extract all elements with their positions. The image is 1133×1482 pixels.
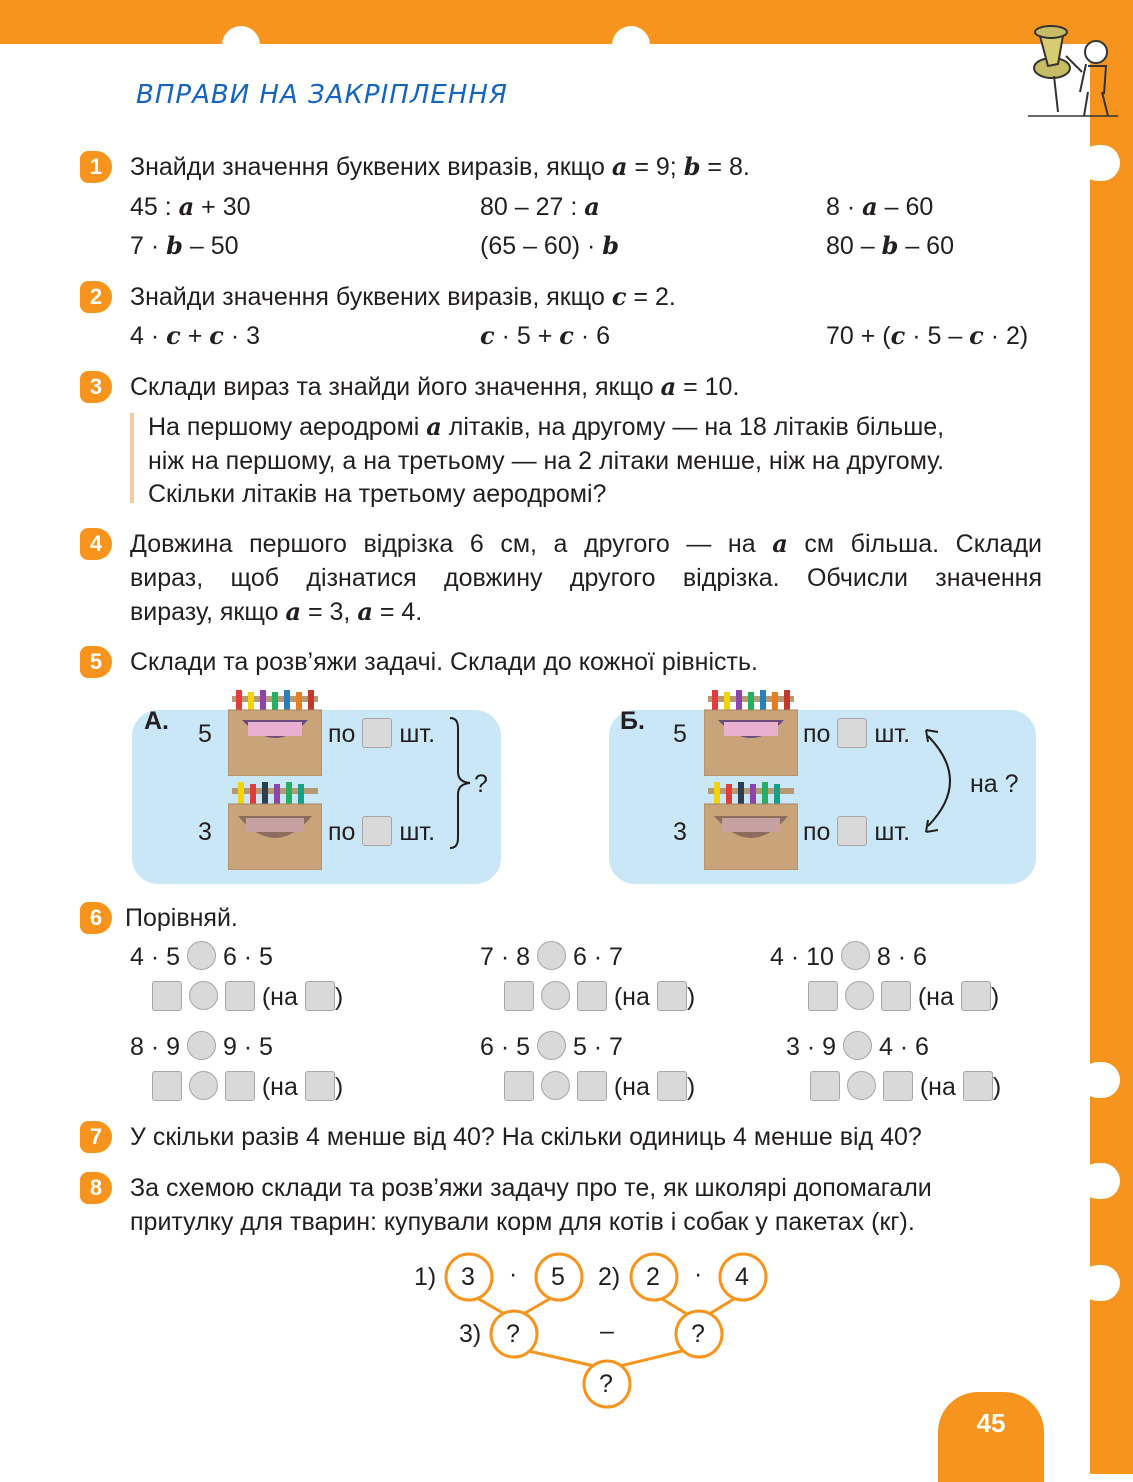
po-row-1: по шт. bbox=[803, 720, 911, 748]
answer-box[interactable] bbox=[362, 816, 392, 846]
expression: 4 · c + c · 3 bbox=[130, 321, 260, 350]
scheme-operator: · bbox=[509, 1260, 518, 1288]
po-row-2: по шт. bbox=[803, 818, 911, 846]
exercise-6-task: Порівняй. bbox=[125, 904, 238, 932]
crayon-box-icon bbox=[228, 690, 322, 776]
expression: 70 + (c · 5 – c · 2) bbox=[826, 321, 1029, 350]
answer-box[interactable] bbox=[808, 981, 838, 1011]
scheme-unknown: ? bbox=[691, 1320, 705, 1348]
compare-answer-row: (на ) bbox=[504, 980, 695, 1014]
answer-box[interactable] bbox=[362, 718, 392, 748]
right-bar bbox=[1090, 0, 1133, 1474]
question-mark: ? bbox=[474, 770, 488, 798]
po-row-2: по шт. bbox=[328, 818, 436, 846]
answer-box[interactable] bbox=[657, 1071, 687, 1101]
exercise-4-line: вираз, щоб дізнатися довжину другого відрізка. Обчисли значення bbox=[130, 564, 1042, 592]
expression: 7 · b – 50 bbox=[130, 231, 239, 260]
compare-circle[interactable] bbox=[187, 941, 216, 970]
answer-box[interactable] bbox=[881, 981, 911, 1011]
exercise-number: 1 bbox=[80, 151, 112, 183]
side-tab bbox=[1080, 145, 1120, 181]
scheme-number: 3 bbox=[461, 1263, 475, 1291]
exercise-4-line: Довжина першого відрізка 6 см, а другого — на a см більша. Склади bbox=[130, 529, 1042, 558]
compare-expression: 8 · 9 9 · 5 bbox=[130, 1033, 273, 1061]
compare-answer-row: (на ) bbox=[504, 1070, 695, 1104]
box-count: 5 bbox=[673, 720, 687, 748]
compare-expression: 4 · 10 8 · 6 bbox=[770, 943, 927, 971]
expression: 80 – 27 : a bbox=[480, 192, 600, 221]
answer-box[interactable] bbox=[837, 718, 867, 748]
scheme-number: 2 bbox=[646, 1263, 660, 1291]
exercise-number: 5 bbox=[80, 646, 112, 678]
problem-quote-bar bbox=[130, 413, 134, 503]
problem-text: Скільки літаків на третьому аеродромі? bbox=[148, 480, 607, 508]
compare-expression: 6 · 5 5 · 7 bbox=[480, 1033, 623, 1061]
answer-box[interactable] bbox=[577, 981, 607, 1011]
pushpin-mascot-icon bbox=[1018, 12, 1120, 120]
exercise-number: 8 bbox=[80, 1172, 112, 1204]
scheme-unknown: ? bbox=[599, 1370, 613, 1398]
exercise-1-task: Знайди значення буквених виразів, якщо a = 9; b = 8. bbox=[130, 152, 750, 181]
answer-box[interactable] bbox=[963, 1071, 993, 1101]
top-notch bbox=[612, 26, 650, 64]
answer-box[interactable] bbox=[657, 981, 687, 1011]
difference-label: на ? bbox=[970, 770, 1019, 798]
expression: 80 – b – 60 bbox=[826, 231, 954, 260]
po-row-1: по шт. bbox=[328, 720, 436, 748]
compare-answer-row: (на ) bbox=[808, 980, 999, 1014]
double-arrow-icon bbox=[920, 726, 968, 836]
expression: c · 5 + c · 6 bbox=[480, 321, 610, 350]
answer-box[interactable] bbox=[152, 981, 182, 1011]
box-count: 5 bbox=[198, 720, 212, 748]
answer-box[interactable] bbox=[504, 981, 534, 1011]
compare-circle[interactable] bbox=[845, 981, 874, 1010]
page-number: 45 bbox=[976, 1408, 1006, 1438]
scheme-number: 5 bbox=[551, 1263, 565, 1291]
exercise-number: 2 bbox=[80, 281, 112, 313]
side-tab bbox=[1080, 1265, 1120, 1301]
compare-circle[interactable] bbox=[537, 1031, 566, 1060]
exercise-number: 3 bbox=[80, 371, 112, 403]
compare-circle[interactable] bbox=[187, 1031, 216, 1060]
top-notch bbox=[222, 26, 260, 64]
exercise-2-task: Знайди значення буквених виразів, якщо c = 2. bbox=[130, 282, 676, 311]
answer-box[interactable] bbox=[883, 1071, 913, 1101]
compare-circle[interactable] bbox=[541, 981, 570, 1010]
exercise-number: 6 bbox=[80, 902, 112, 934]
exercise-number: 4 bbox=[80, 528, 112, 560]
answer-box[interactable] bbox=[225, 1071, 255, 1101]
compare-answer-row: (на ) bbox=[152, 1070, 343, 1104]
crayon-box-icon bbox=[704, 782, 798, 870]
compare-circle[interactable] bbox=[189, 1071, 218, 1100]
expression: 45 : a + 30 bbox=[130, 192, 251, 221]
panel-label: А. bbox=[144, 707, 169, 735]
expression: (65 – 60) · b bbox=[480, 231, 620, 260]
crayon-box-icon bbox=[704, 690, 798, 776]
compare-circle[interactable] bbox=[847, 1071, 876, 1100]
compare-circle[interactable] bbox=[841, 941, 870, 970]
answer-box[interactable] bbox=[837, 816, 867, 846]
answer-box[interactable] bbox=[961, 981, 991, 1011]
compare-circle[interactable] bbox=[541, 1071, 570, 1100]
answer-box[interactable] bbox=[305, 1071, 335, 1101]
compare-expression: 7 · 8 6 · 7 bbox=[480, 943, 623, 971]
exercise-3-task: Склади вираз та знайди його значення, якщо a = 10. bbox=[130, 372, 740, 401]
step-label: 1) bbox=[414, 1263, 437, 1291]
answer-box[interactable] bbox=[504, 1071, 534, 1101]
box-count: 3 bbox=[198, 818, 212, 846]
scheme-unknown: ? bbox=[506, 1320, 520, 1348]
exercise-4-line: виразу, якщо a = 3, a = 4. bbox=[130, 597, 423, 626]
answer-box[interactable] bbox=[305, 981, 335, 1011]
compare-answer-row: (на ) bbox=[152, 980, 343, 1014]
step-label: 2) bbox=[598, 1263, 621, 1291]
compare-expression: 3 · 9 4 · 6 bbox=[786, 1033, 929, 1061]
scheme-operator: · bbox=[694, 1260, 703, 1288]
top-bar bbox=[0, 0, 1133, 44]
curly-brace-icon bbox=[446, 716, 476, 850]
side-tab bbox=[1080, 1163, 1120, 1199]
panel-label: Б. bbox=[620, 707, 645, 735]
exercise-8-line: притулку для тварин: купували корм для котів і собак у пакетах (кг). bbox=[130, 1208, 915, 1236]
answer-box[interactable] bbox=[577, 1071, 607, 1101]
page-title: ВПРАВИ НА ЗАКРІПЛЕННЯ bbox=[136, 80, 508, 110]
crayon-box-icon bbox=[228, 782, 322, 870]
scheme-operator: – bbox=[600, 1317, 614, 1345]
exercise-5-task: Склади та розв’яжи задачі. Склади до кожної рівність. bbox=[130, 648, 758, 676]
side-tab bbox=[1080, 1062, 1120, 1098]
answer-box[interactable] bbox=[810, 1071, 840, 1101]
scheme-number: 4 bbox=[735, 1263, 749, 1291]
exercise-number: 7 bbox=[80, 1121, 112, 1153]
exercise-7-task: У скільки разів 4 менше від 40? На скільки одиниць 4 менше від 40? bbox=[130, 1123, 922, 1151]
answer-box[interactable] bbox=[152, 1071, 182, 1101]
exercise-8-line: За схемою склади та розв’яжи задачу про те, як школярі допомагали bbox=[130, 1174, 932, 1202]
problem-text: ніж на першому, а на третьому — на 2 літаки менше, ніж на другому. bbox=[148, 447, 945, 475]
step-label: 3) bbox=[459, 1320, 482, 1348]
compare-circle[interactable] bbox=[189, 981, 218, 1010]
expression: 8 · a – 60 bbox=[826, 192, 934, 221]
compare-circle[interactable] bbox=[843, 1031, 872, 1060]
answer-box[interactable] bbox=[225, 981, 255, 1011]
problem-text: На першому аеродромі a літаків, на другому — на 18 літаків більше, bbox=[148, 412, 945, 441]
box-count: 3 bbox=[673, 818, 687, 846]
compare-expression: 4 · 5 6 · 5 bbox=[130, 943, 273, 971]
compare-answer-row: (на ) bbox=[810, 1070, 1001, 1104]
compare-circle[interactable] bbox=[537, 941, 566, 970]
